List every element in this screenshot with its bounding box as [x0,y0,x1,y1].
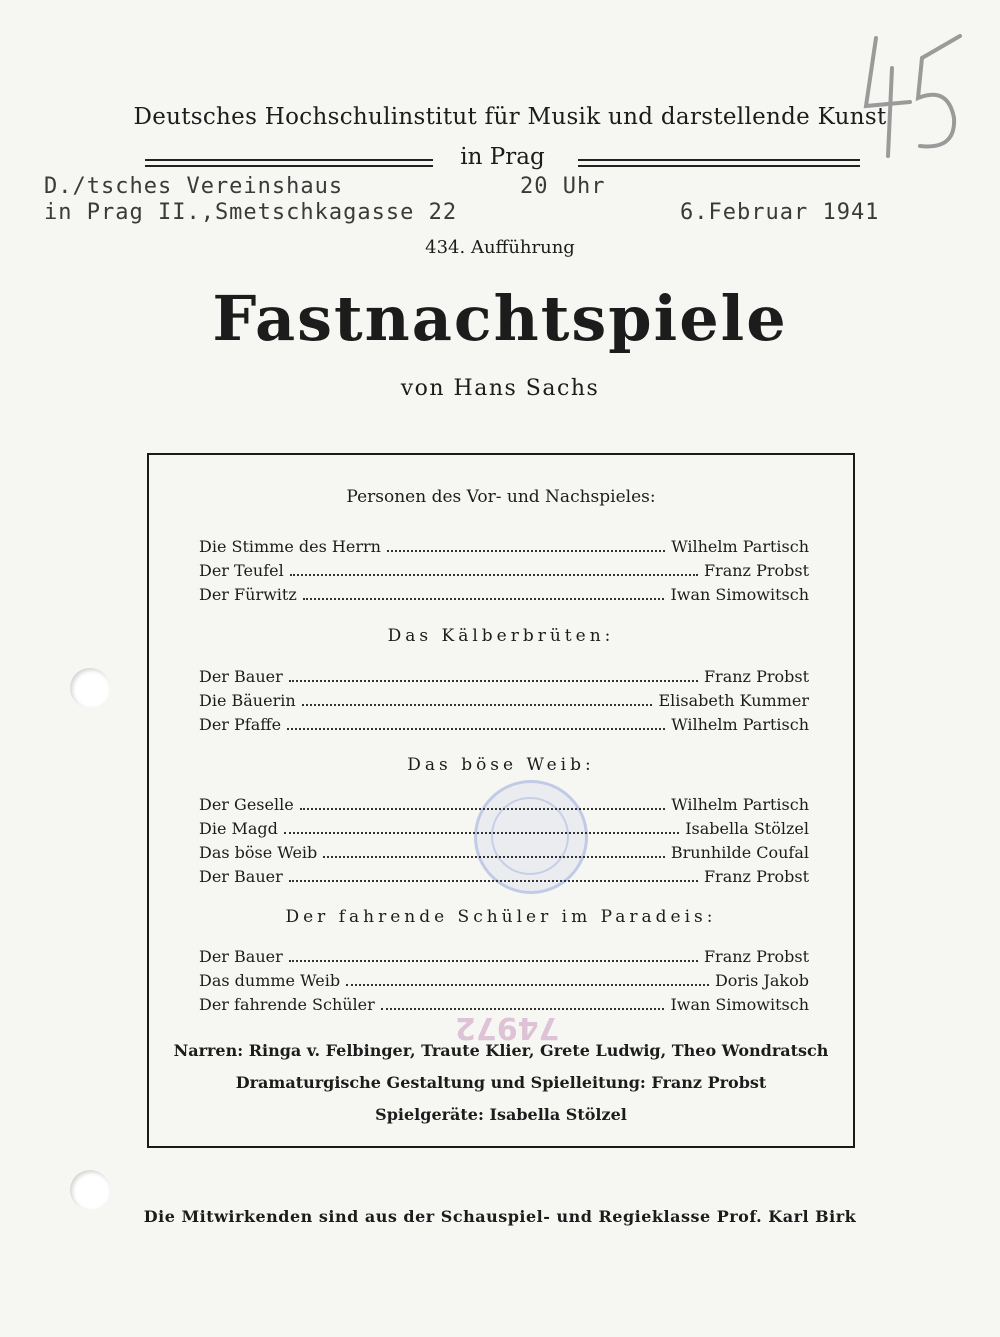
institute-name: Deutsches Hochschulinstitut für Musik und darstellende Kunst [133,104,887,130]
role-name: Der fahrende Schüler [199,995,375,1014]
cast-row [199,585,809,607]
cast-row [199,819,809,841]
punch-hole [70,1170,110,1210]
role-name: Das böse Weib [199,843,318,862]
city-line [145,144,860,174]
actor-name: Elisabeth Kummer [658,691,809,710]
city: in Prag [460,144,545,170]
actor-name: Franz Probst [703,947,809,966]
actor-name: Wilhelm Partisch [671,795,809,814]
dot-leader [387,550,665,552]
double-rule [145,159,433,167]
punch-hole [70,668,110,708]
actor-name: Iwan Simowitsch [670,995,809,1014]
section-heading: Personen des Vor- und Nachspieles: [346,487,656,507]
dot-leader [303,598,665,600]
fools-credit: Narren: Ringa v. Felbinger, Traute Klier, Grete Ludwig, Theo Wondratsch [173,1041,829,1060]
role-name: Die Magd [199,819,278,838]
section-heading: Der fahrende Schüler im Paradeis: [285,907,717,927]
stamp-number: 74972 [455,1010,560,1045]
footnote: Die Mitwirkenden sind aus der Schauspiel- und Regieklasse Prof. Karl Birk [143,1207,857,1226]
cast-row [199,561,809,583]
page-title: Fastnachtspiele [212,282,788,355]
dot-leader [300,808,666,810]
cast-row [199,867,809,889]
dot-leader [289,960,698,962]
cast-row [199,715,809,737]
cast-row [199,995,809,1017]
dot-leader [289,880,698,882]
direction-credit: Dramaturgische Gestaltung und Spielleitung: Franz Probst [235,1073,767,1092]
role-name: Der Fürwitz [199,585,297,604]
props-credit: Spielgeräte: Isabella Stölzel [375,1105,627,1124]
dot-leader [289,680,698,682]
dot-leader [284,832,679,834]
dot-leader [287,728,665,730]
actor-name: Wilhelm Partisch [671,537,809,556]
role-name: Der Bauer [199,867,283,886]
dot-leader [346,984,709,986]
actor-name: Isabella Stölzel [685,819,809,838]
cast-list-box [147,453,855,1148]
dot-leader [290,574,698,576]
role-name: Der Bauer [199,947,283,966]
double-rule [578,159,860,167]
cast-row [199,843,809,865]
role-name: Der Geselle [199,795,294,814]
section-heading: Das Kälberbrüten: [387,626,615,646]
actor-name: Brunhilde Coufal [670,843,809,862]
cast-row [199,947,809,969]
venue-line-2: in Prag II.,Smetschkagasse 22 [44,200,458,225]
dot-leader [323,856,665,858]
actor-name: Franz Probst [703,867,809,886]
performance-date: 6.Februar 1941 [680,200,880,225]
role-name: Der Pfaffe [199,715,282,734]
cast-row [199,795,809,817]
actor-name: Wilhelm Partisch [671,715,809,734]
actor-name: Doris Jakob [714,971,809,990]
actor-name: Franz Probst [703,667,809,686]
role-name: Die Stimme des Herrn [199,537,381,556]
dot-leader [302,704,653,706]
cast-row [199,971,809,993]
performance-time: 20 Uhr [520,174,606,199]
role-name: Die Bäuerin [199,691,296,710]
venue-line-1: D./tsches Vereinshaus [44,174,344,199]
author-line: von Hans Sachs [400,376,600,401]
role-name: Der Bauer [199,667,283,686]
actor-name: Franz Probst [703,561,809,580]
dot-leader [381,1008,665,1010]
performance-number: 434. Aufführung [425,237,575,258]
section-heading: Das böse Weib: [407,755,595,775]
actor-name: Iwan Simowitsch [670,585,809,604]
cast-row [199,691,809,713]
cast-row [199,537,809,559]
cast-row [199,667,809,689]
handwritten-number [858,28,968,168]
role-name: Das dumme Weib [199,971,341,990]
role-name: Der Teufel [199,561,284,580]
